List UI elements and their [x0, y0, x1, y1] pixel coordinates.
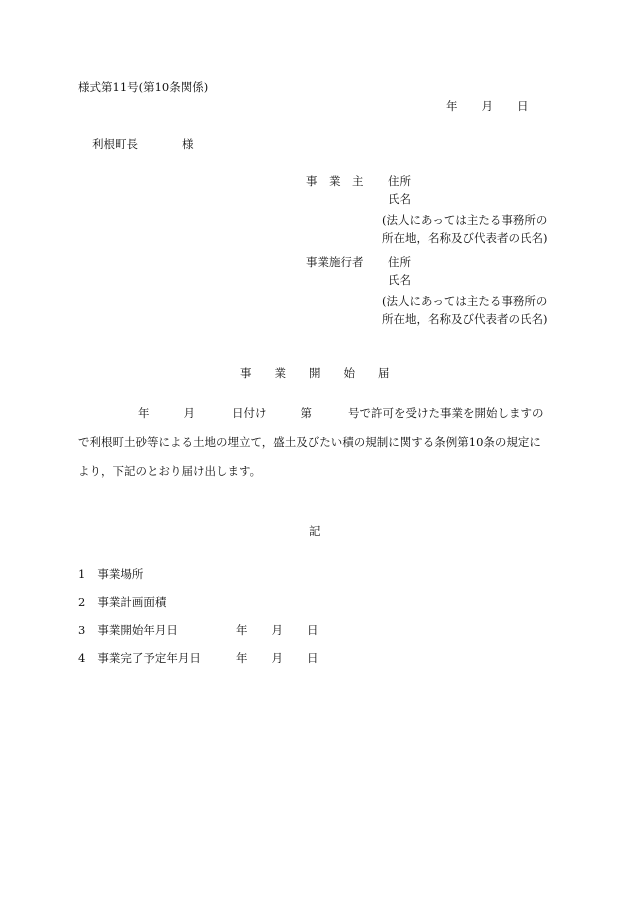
body-line-1	[138, 408, 544, 420]
body-number-prefix: 第	[300, 406, 312, 420]
item-label: 事業完了予定年月日	[97, 651, 201, 665]
document-title	[240, 368, 390, 380]
title-char: 事	[240, 366, 252, 380]
item-label: 事業場所	[97, 567, 144, 581]
body-day-suffix: 日付け	[232, 406, 267, 420]
date-year: 年	[446, 99, 458, 113]
item-label: 事業計画面積	[97, 595, 167, 609]
body-line-2: で利根町土砂等による土地の埋立て，盛土及びたい積の規制に関する条例第10条の規定に	[78, 435, 541, 449]
contractor-role: 事業施行者	[306, 255, 364, 269]
contractor-address-label: 住所	[388, 255, 411, 269]
date-line	[446, 101, 529, 113]
body-month: 月	[183, 406, 195, 420]
title-char: 業	[274, 366, 286, 380]
item-date-month: 月	[271, 651, 283, 665]
contractor-name-label: 氏名	[388, 273, 411, 287]
item-number: 4	[78, 651, 86, 665]
item-date-year: 年	[236, 651, 248, 665]
title-char: 始	[343, 366, 355, 380]
item-number: 1	[78, 567, 86, 581]
body-line1-rest: 号で許可を受けた事業を開始しますの	[348, 406, 544, 420]
date-day: 日	[517, 99, 529, 113]
body-year: 年	[138, 406, 150, 420]
list-item	[78, 625, 178, 637]
list-item	[78, 569, 143, 581]
item-date-day: 日	[307, 651, 319, 665]
body-line-3: より，下記のとおり届け出します。	[78, 464, 262, 478]
addressee-honorific: 様	[182, 137, 194, 151]
contractor-note-line2: 所在地，名称及び代表者の氏名)	[382, 312, 548, 326]
form-header: 様式第11号(第10条関係)	[78, 80, 209, 94]
title-char: 開	[309, 366, 321, 380]
title-char: 届	[378, 366, 390, 380]
applicant-name-label: 氏名	[388, 192, 411, 206]
item-date-month: 月	[271, 623, 283, 637]
addressee	[92, 139, 194, 151]
date-month: 月	[481, 99, 493, 113]
item-date	[236, 653, 319, 665]
list-item	[78, 597, 166, 609]
addressee-name: 利根町長	[92, 137, 138, 151]
item-number: 3	[78, 623, 86, 637]
ki-heading: 記	[309, 524, 321, 538]
item-date-day: 日	[307, 623, 319, 637]
item-date-year: 年	[236, 623, 248, 637]
item-number: 2	[78, 595, 86, 609]
applicant-note-line1: (法人にあっては主たる事務所の	[382, 213, 548, 227]
list-item	[78, 653, 201, 665]
applicant-role: 事 業 主	[306, 174, 364, 188]
item-label: 事業開始年月日	[97, 623, 178, 637]
applicant-address-label: 住所	[388, 174, 411, 188]
contractor-note-line1: (法人にあっては主たる事務所の	[382, 294, 548, 308]
item-date	[236, 625, 319, 637]
applicant-note-line2: 所在地，名称及び代表者の氏名)	[382, 231, 548, 245]
